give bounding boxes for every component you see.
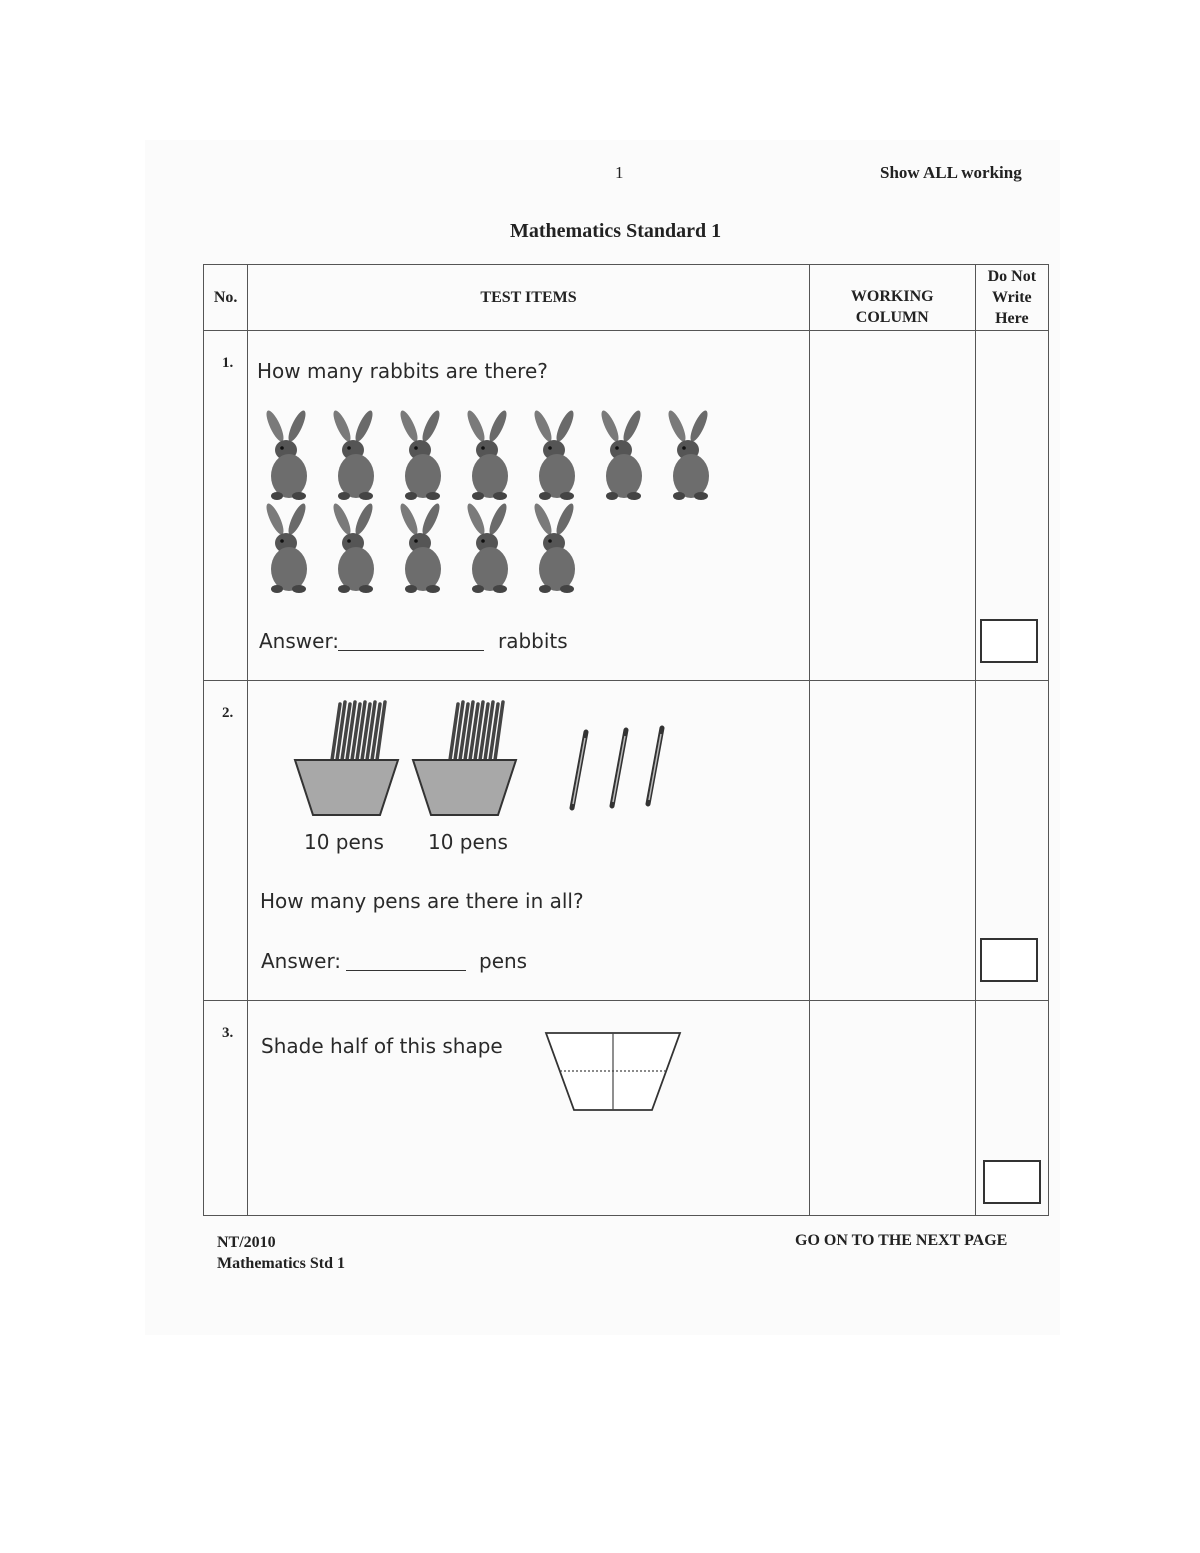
col-header-no: No. bbox=[204, 265, 248, 331]
question-1-mark-box bbox=[980, 619, 1038, 663]
col-header-test-items: TEST ITEMS bbox=[248, 265, 810, 331]
trapezium-shape[interactable] bbox=[540, 1028, 690, 1118]
question-3-number: 3. bbox=[204, 1001, 248, 1216]
page-title: Mathematics Standard 1 bbox=[510, 220, 722, 242]
pen bbox=[572, 732, 586, 808]
rabbit bbox=[665, 410, 710, 500]
rabbit bbox=[531, 410, 576, 500]
pens-illustration bbox=[290, 692, 690, 822]
question-2-prompt: How many pens are there in all? bbox=[260, 889, 584, 913]
question-1-answer-unit: rabbits bbox=[498, 629, 568, 653]
question-3-working[interactable] bbox=[809, 1001, 975, 1216]
col-header-do-not-write: Do Not Write Here bbox=[975, 265, 1048, 331]
question-1-answer-blank[interactable] bbox=[338, 650, 484, 651]
question-3-prompt: Shade half of this shape bbox=[261, 1034, 503, 1058]
question-2-working[interactable] bbox=[809, 681, 975, 1001]
show-working-instruction: Show ALL working bbox=[880, 163, 1022, 182]
question-1-number: 1. bbox=[204, 331, 248, 681]
question-1-answer-label: Answer: bbox=[259, 629, 340, 653]
question-3-cell bbox=[248, 1001, 810, 1216]
rabbit bbox=[464, 410, 509, 500]
footer-left bbox=[217, 1232, 345, 1274]
rabbit bbox=[397, 410, 442, 500]
question-2-answer-unit: pens bbox=[479, 949, 528, 973]
rabbit bbox=[598, 410, 643, 500]
go-on-next-page: GO ON TO THE NEXT PAGE bbox=[795, 1232, 1008, 1249]
rabbit bbox=[531, 501, 576, 593]
pen bbox=[648, 728, 662, 804]
question-2-number: 2. bbox=[204, 681, 248, 1001]
question-3-mark-box bbox=[983, 1160, 1041, 1204]
rabbit bbox=[464, 501, 509, 593]
footer-code: NT/2010 bbox=[217, 1234, 276, 1251]
rabbit bbox=[330, 410, 375, 500]
pen-pot bbox=[413, 702, 516, 815]
pot-label-2: 10 pens bbox=[428, 830, 508, 854]
pen bbox=[612, 730, 626, 806]
rabbit bbox=[263, 410, 308, 500]
question-2-answer-label: Answer: bbox=[261, 949, 342, 973]
rabbit bbox=[330, 501, 375, 593]
col-header-working-column: WORKING COLUMN bbox=[809, 265, 975, 331]
question-1-working[interactable] bbox=[809, 331, 975, 681]
question-1-prompt: How many rabbits are there? bbox=[257, 359, 548, 383]
pen-pot bbox=[295, 702, 398, 815]
question-2-answer-blank[interactable] bbox=[346, 970, 466, 971]
rabbit bbox=[263, 501, 308, 593]
footer-subject: Mathematics Std 1 bbox=[217, 1255, 345, 1272]
rabbit bbox=[397, 501, 442, 593]
question-2-mark-box bbox=[980, 938, 1038, 982]
page-number: 1 bbox=[615, 163, 624, 182]
pot-label-1: 10 pens bbox=[304, 830, 384, 854]
rabbit-illustration bbox=[250, 410, 730, 605]
